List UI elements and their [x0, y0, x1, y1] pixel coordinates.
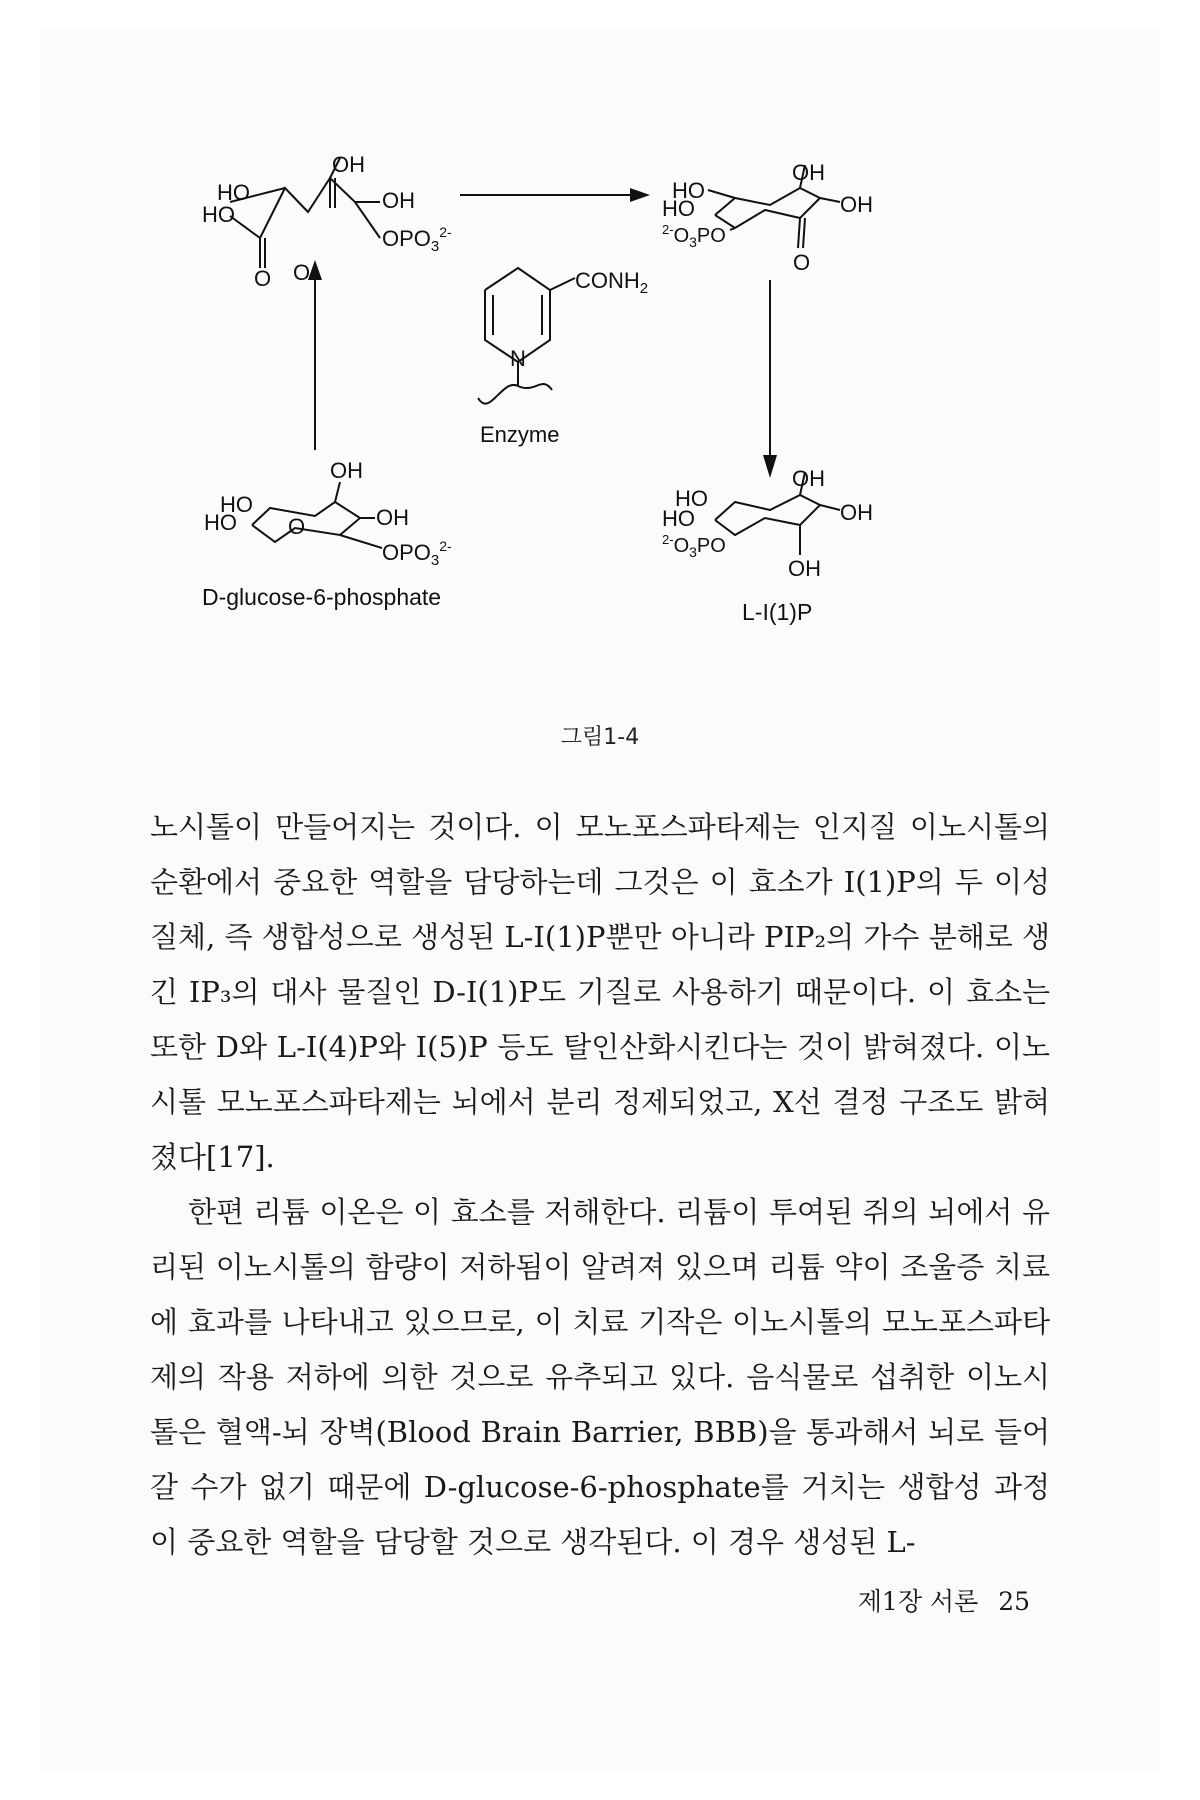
l-i1p-name: L-I(1)P [742, 599, 813, 625]
glucose-oh-top-bond [335, 482, 340, 502]
reaction-scheme-svg [190, 150, 1010, 740]
top-right-ho-1: HO [672, 178, 705, 203]
top-left-oh-top: OH [332, 152, 365, 177]
body-text [150, 800, 1050, 1570]
paragraph-2: 한편 리튬 이온은 이 효소를 저해한다. 리튬이 투여된 쥐의 뇌에서 유리된 이노시톨의 함량이 저하됨이 알려져 있으며 리튬 약이 조울증 치료에 효과를 나타내고 있으므로, 이 치료 기작은 이노시톨의 모노포스파타제의 작용 저하에 의한 것으로 유추되고 있다. 음식물로 섭취한 이노시톨은 혈액-뇌 장벽(Blood Brain Barrier, BBB)을 통과해서 뇌로 들어갈 수가 없기 때문에 D-glucose-6-phosphate를 거치는 생합성 과정이 중요한 역할을 담당할 것으로 생각된다. 이 경우 생성된 L- [150, 1195, 1050, 1559]
top-right-ho-2: HO [662, 196, 695, 221]
top-left-oh-right: OH [382, 188, 415, 213]
enzyme-label: Enzyme [480, 422, 560, 447]
glucose-phosphate-bond [340, 535, 382, 548]
top-right-ho-bond [708, 190, 735, 198]
enzyme-wavy-bond [478, 384, 552, 404]
top-right-oh-right: OH [840, 192, 873, 217]
top-right-phosphate-bond [730, 228, 735, 230]
cofactor-substituent: $CONH_2$ [575, 268, 649, 297]
top-right-oh-top: OH [792, 160, 825, 185]
top-left-ho-2: HO [202, 202, 235, 227]
bottom-left-ho-1: HO [220, 492, 253, 517]
top-left-o-1: O [254, 266, 272, 291]
bottom-right-oh-right: OH [840, 500, 873, 525]
top-left-ho-1: HO [217, 180, 250, 205]
nicotinamide-amide-bond [550, 278, 575, 290]
top-left-phosphate: $OPO_3^{2-}$ [382, 224, 452, 255]
top-right-o-bottom: O [793, 250, 811, 275]
paragraph-1: 노시톨이 만들어지는 것이다. 이 모노포스파타제는 인지질 이노시톨의 순환에서 중요한 역할을 담당하는데 그것은 이 효소가 I(1)P의 두 이성질체, 즉 생합성으로 생성된 L-I(1)P뿐만 아니라 PIP₂의 가수 분해로 생긴 IP₃의 대사 물질인 D-I(1)P도 기질로 사용하기 때문이다. 이 효소는 또한 D와 L-I(4)P와 I(5)P 등도 탈인산화시킨다는 것이 밝혀졌다. 이노시톨 모노포스파타제는 뇌에서 분리 정제되었고, X선 결정 구조도 밝혀졌다[17]. [150, 810, 1050, 1174]
page-number: 25 [998, 1587, 1030, 1616]
figure-caption: 그림1-4 [560, 725, 640, 750]
right-arrowhead [763, 455, 777, 478]
page-footer [846, 1582, 1030, 1618]
reaction-scheme-figure [190, 150, 1010, 740]
top-arrowhead [630, 188, 650, 202]
top-right-keto-double [803, 218, 805, 248]
inositol-phosphate-ring [715, 495, 820, 535]
bottom-right-oh-top: OH [792, 466, 825, 491]
inositol-oh-right-bond [820, 505, 840, 510]
top-right-phosphate: $^{2-}O_3PO$ [662, 222, 726, 250]
bottom-left-phosphate: $OPO_3^{2-}$ [382, 538, 452, 569]
top-right-oh-right-bond [820, 198, 840, 202]
bottom-left-ring-o: O [288, 514, 306, 539]
bottom-left-ho-2: HO [204, 510, 237, 535]
cofactor-nitrogen: N [510, 346, 526, 371]
chapter-title: 제1장 서론 [857, 1587, 979, 1616]
bottom-right-ho-1: HO [675, 486, 708, 511]
top-left-o-2: O [293, 260, 311, 285]
bottom-right-ho-2: HO [662, 506, 695, 531]
bottom-left-oh-right: OH [376, 505, 409, 530]
bottom-left-oh-top: OH [330, 458, 363, 483]
top-right-keto-bond [798, 218, 800, 248]
bottom-right-phosphate: $^{2-}O_3PO$ [662, 532, 726, 560]
bottom-right-oh-bottom: OH [788, 556, 821, 581]
glucose-6-phosphate-name: D-glucose-6-phosphate [202, 584, 442, 610]
top-left-chain [260, 178, 380, 238]
